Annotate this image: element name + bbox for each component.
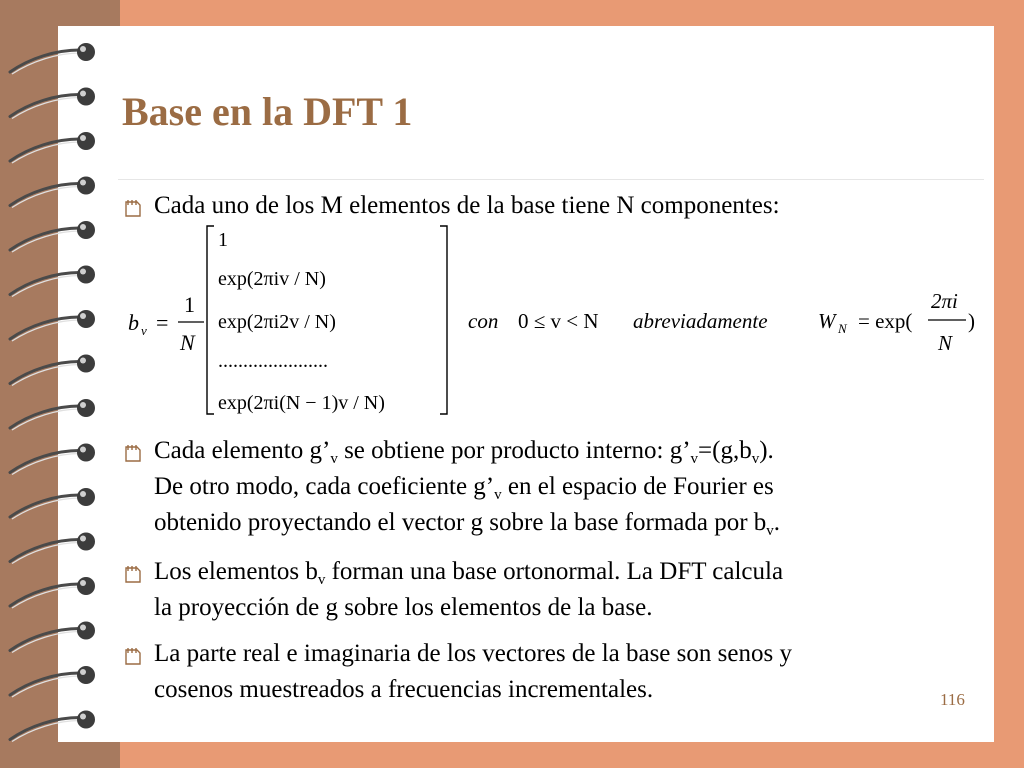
formula-condition: 0 ≤ v < N — [518, 309, 599, 333]
spiral-binding — [0, 0, 110, 768]
bullet-line: Los elementos $b_v$ forman una base ortonormal. La DFT calcula — [154, 558, 784, 588]
bullet-text — [154, 433, 780, 541]
formula-equals: = — [156, 310, 169, 335]
spiral-ring-icon — [10, 43, 95, 74]
spiral-ring-icon — [10, 444, 95, 475]
bullet-text — [154, 188, 780, 224]
notepad-bullet-icon — [122, 645, 144, 667]
vector-entry: ...................... — [218, 350, 328, 372]
slide-title: Base en la DFT 1 — [122, 89, 413, 134]
formula-con: con — [468, 309, 499, 333]
notepad-bullet-icon — [122, 442, 144, 464]
bullet-line: La parte real e imaginaria de los vectores de la base son senos y — [154, 640, 792, 667]
notepad-bullet-icon — [122, 563, 144, 585]
notepad-bullet-icon — [122, 197, 144, 219]
spiral-ring-icon — [10, 488, 95, 519]
formula-w: W — [818, 309, 836, 333]
formula-w-den: N — [938, 331, 953, 355]
bullet-text — [154, 554, 783, 626]
spiral-ring-icon — [10, 533, 95, 564]
formula-frac-den: N — [180, 330, 195, 355]
vector-entry: 1 — [218, 229, 228, 251]
bullet-item — [122, 636, 792, 708]
formula-w-close: ) — [968, 309, 975, 333]
spiral-ring-icon — [10, 622, 95, 653]
spiral-ring-icon — [10, 711, 95, 742]
bullet-line: Cada elemento $g’_v$ se obtiene por producto interno: $g’_v=(g,b_v)$. — [154, 437, 774, 467]
spiral-ring-icon — [10, 221, 95, 252]
bullet-text — [154, 636, 792, 708]
bullet-item — [122, 188, 780, 224]
bullet-line: De otro modo, cada coeficiente $g’_v$ en el espacio de Fourier es — [154, 473, 774, 503]
spiral-ring-icon — [10, 666, 95, 697]
title-divider — [118, 179, 984, 180]
spiral-ring-icon — [10, 177, 95, 208]
spiral-ring-icon — [10, 132, 95, 163]
spiral-ring-icon — [10, 310, 95, 341]
vector-entry: exp(2πiv / N) — [218, 268, 326, 290]
formula-w-num: 2πi — [931, 289, 958, 313]
vector-entry: exp(2πi2v / N) — [218, 311, 336, 333]
spiral-ring-icon — [10, 88, 95, 119]
formula-lhs-sub: v — [141, 323, 147, 338]
bullet-line: Cada uno de los M elementos de la base tiene N componentes: — [154, 192, 780, 219]
bullet-item — [122, 433, 780, 541]
spiral-ring-icon — [10, 266, 95, 297]
bullet-line: la proyección de g sobre los elementos de la base. — [154, 594, 653, 621]
vector-entry: exp(2πi(N − 1)v / N) — [218, 392, 385, 414]
spiral-ring-icon — [10, 355, 95, 386]
formula-w-eq: = exp( — [858, 309, 913, 333]
bullet-line: cosenos muestreados a frecuencias incrementales. — [154, 676, 654, 703]
formula-frac-num: 1 — [184, 292, 195, 317]
formula-lhs: b — [128, 310, 139, 335]
page-number: 116 — [940, 690, 965, 709]
bullet-item — [122, 554, 783, 626]
formula-w-sub: N — [838, 321, 847, 336]
bullet-line: obtenido proyectando el vector g sobre la base formada por $b_v$. — [154, 509, 781, 539]
spiral-ring-icon — [10, 399, 95, 430]
spiral-ring-icon — [10, 577, 95, 608]
formula-abbrev: abreviadamente — [633, 309, 768, 333]
